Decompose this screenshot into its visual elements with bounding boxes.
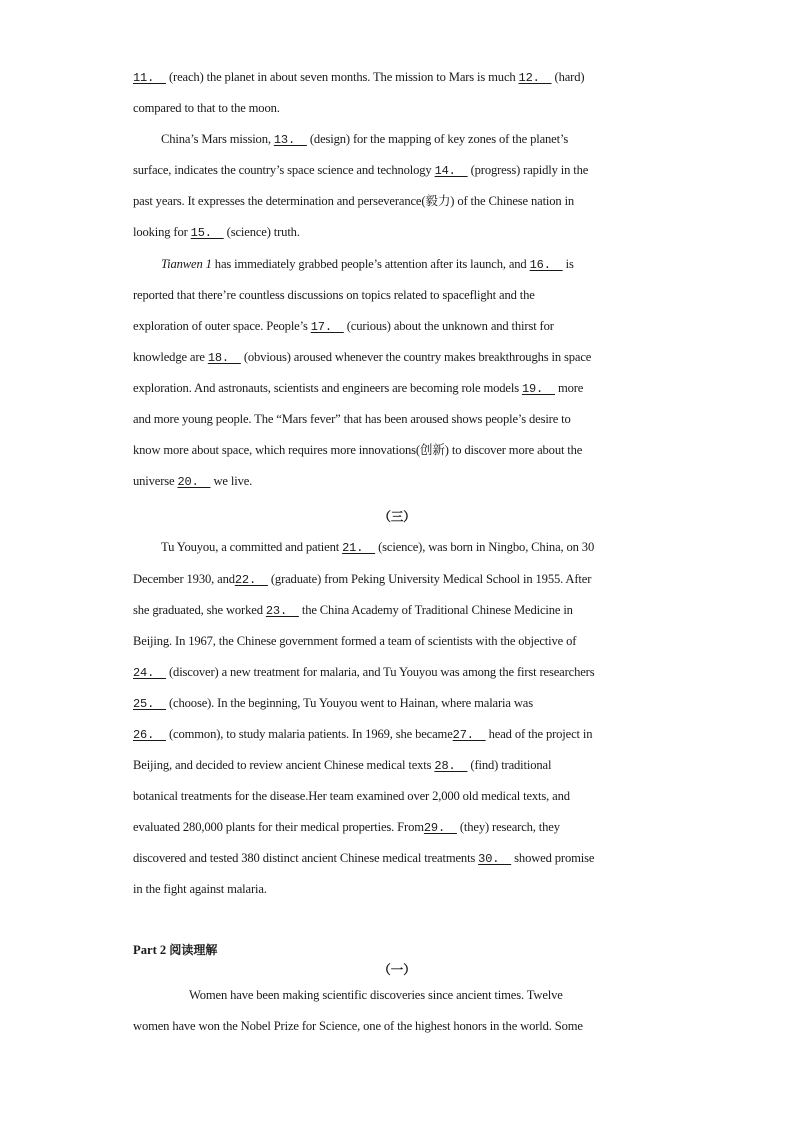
- text-line: [133, 404, 661, 435]
- text: reported that there’re countless discussions on topics related to spaceflight and the: [133, 287, 535, 302]
- text-line: [133, 812, 661, 843]
- text: Beijing, and decided to review ancient Chinese medical texts: [133, 758, 435, 773]
- text-line: [133, 280, 661, 311]
- text: universe: [133, 474, 178, 489]
- text-line: [133, 874, 661, 905]
- text: past years. It expresses the determination and perseverance(毅力) of the Chinese nation in: [133, 194, 575, 209]
- blank-16[interactable]: 16.: [529, 257, 563, 272]
- text: botanical treatments for the disease.Her team examined over 2,000 old medical texts, and: [133, 789, 570, 804]
- text-line: [133, 124, 661, 155]
- text: looking for: [133, 225, 191, 240]
- text: knowledge are: [133, 349, 208, 364]
- text: (design) for the mapping of key zones of the planet’s: [306, 132, 569, 147]
- blank-24[interactable]: 24.: [133, 665, 167, 680]
- text-line: [133, 626, 661, 657]
- text: in the fight against malaria.: [133, 882, 267, 897]
- text: Tu Youyou, a committed and patient: [161, 540, 343, 555]
- blank-28[interactable]: 28.: [434, 759, 468, 774]
- text: and more young people. The “Mars fever” that has been aroused shows people’s desire to: [133, 412, 571, 427]
- section-heading: （三）: [378, 509, 416, 525]
- text-line: [133, 217, 661, 248]
- blank-23[interactable]: 23.: [265, 603, 299, 618]
- part-title: [133, 940, 661, 960]
- text-line: [133, 719, 661, 750]
- text-line: [133, 781, 661, 812]
- text: (find) traditional: [467, 758, 552, 773]
- text: we live.: [210, 474, 253, 489]
- part-title-cn: 阅读理解: [169, 942, 218, 957]
- blank-27[interactable]: 27.: [452, 727, 486, 742]
- blank-30[interactable]: 30.: [478, 852, 512, 867]
- text: showed promise: [511, 851, 595, 866]
- text: (progress) rapidly in the: [467, 163, 589, 178]
- text-line: [133, 688, 661, 719]
- text-line: [133, 657, 661, 688]
- text: more: [554, 380, 584, 395]
- blank-13[interactable]: 13.: [273, 133, 307, 148]
- text: exploration. And astronauts, scientists and engineers are becoming role models: [133, 380, 522, 395]
- text: is: [562, 256, 574, 271]
- text-line: [133, 249, 661, 280]
- text: (they) research, they: [456, 820, 560, 835]
- text-line: [133, 980, 661, 1011]
- text: women have won the Nobel Prize for Science, one of the highest honors in the world. Some: [133, 1018, 583, 1033]
- text-line: [133, 186, 661, 217]
- text: (curious) about the unknown and thirst for: [343, 318, 554, 333]
- blank-17[interactable]: 17.: [310, 319, 344, 334]
- blank-29[interactable]: 29.: [423, 821, 457, 836]
- text: surface, indicates the country’s space science and technology: [133, 163, 435, 178]
- part-title-en: Part 2: [133, 942, 167, 957]
- text-line: [133, 435, 661, 466]
- text: December 1930, and: [133, 571, 235, 586]
- text: (hard): [551, 70, 585, 84]
- blank-11[interactable]: 11.: [133, 71, 167, 85]
- blank-18[interactable]: 18.: [207, 350, 241, 365]
- blank-22[interactable]: 22.: [234, 572, 268, 587]
- blank-25[interactable]: 25.: [133, 696, 167, 711]
- text: (discover) a new treatment for malaria, and Tu Youyou was among the first researchers: [166, 664, 595, 679]
- text: Women have been making scientific discoveries since ancient times. Twelve: [189, 987, 563, 1002]
- text: (science) truth.: [223, 225, 300, 240]
- text: evaluated 280,000 plants for their medical properties. From: [133, 820, 424, 835]
- text-line: [133, 1011, 661, 1042]
- blank-14[interactable]: 14.: [434, 164, 468, 179]
- text-line: [133, 564, 661, 595]
- text-line: [133, 62, 661, 93]
- blank-15[interactable]: 15.: [190, 226, 224, 241]
- text-line: [133, 373, 661, 404]
- text-line: [133, 843, 661, 874]
- text: has immediately grabbed people’s attention after its launch, and: [211, 256, 530, 271]
- text-line: [133, 342, 661, 373]
- text: know more about space, which requires more innovations(创新) to discover more about the: [133, 443, 583, 458]
- blank-26[interactable]: 26.: [133, 727, 167, 742]
- text-line: [133, 93, 661, 124]
- text: (science), was born in Ningbo, China, on 30: [375, 540, 595, 555]
- blank-21[interactable]: 21.: [342, 541, 376, 556]
- text: (choose). In the beginning, Tu Youyou went to Hainan, where malaria was: [166, 695, 533, 710]
- text: discovered and tested 380 distinct ancient Chinese medical treatments: [133, 851, 479, 866]
- blank-20[interactable]: 20.: [177, 475, 211, 490]
- text: (graduate) from Peking University Medical School in 1955. After: [267, 571, 592, 586]
- text-line: [133, 155, 661, 186]
- text: head of the project in: [485, 726, 593, 741]
- text-italic: Tianwen 1: [161, 256, 212, 271]
- text: China’s Mars mission,: [161, 132, 274, 147]
- text: (obvious) aroused whenever the country makes breakthroughs in space: [240, 349, 592, 364]
- text: (common), to study malaria patients. In 1969, she became: [166, 726, 453, 741]
- text-line: [133, 595, 661, 626]
- text: the China Academy of Traditional Chinese Medicine in: [298, 602, 573, 617]
- text: compared to that to the moon.: [133, 101, 280, 116]
- blank-19[interactable]: 19.: [521, 381, 555, 396]
- text-line: [133, 466, 661, 497]
- text-line: [133, 532, 661, 563]
- text: (reach) the planet in about seven months. The mission to Mars is much: [166, 70, 519, 84]
- text-line: [133, 311, 661, 342]
- document-page: [133, 62, 661, 1042]
- blank-12[interactable]: 12.: [518, 71, 552, 85]
- text: she graduated, she worked: [133, 602, 266, 617]
- section-heading: （一）: [378, 961, 416, 977]
- text: exploration of outer space. People’s: [133, 318, 311, 333]
- text-line: [133, 750, 661, 781]
- text: Beijing. In 1967, the Chinese government formed a team of scientists with the objective of: [133, 633, 577, 648]
